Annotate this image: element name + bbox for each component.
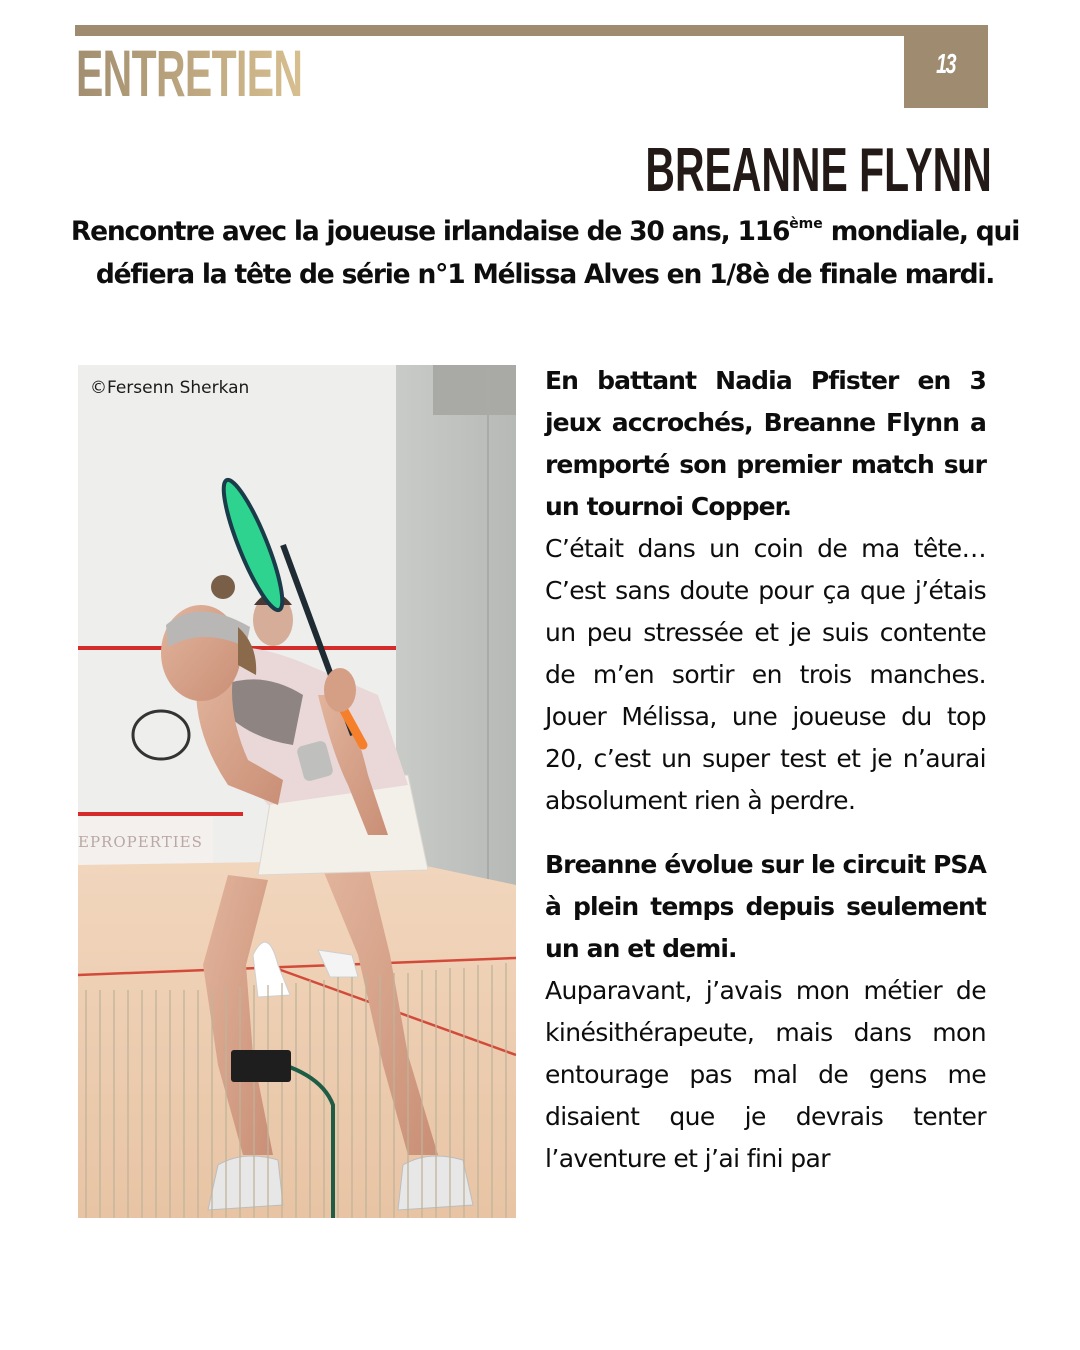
section-title: ENTRETIEN (76, 36, 303, 110)
answer-2: Auparavant, j’avais mon métier de kinésithérapeute, mais dans mon entourage pas mal de gens me disaient que je devrais tenter l’aventure et j’ai fini par (545, 976, 986, 1173)
door-hinge (231, 1050, 291, 1082)
sponsor-text: EPROPERTIES (78, 833, 203, 851)
intro-superscript: ème (789, 216, 823, 232)
intro-part1: Rencontre avec la joueuse irlandaise de 30 ans, 116 (70, 216, 790, 247)
page-number-box (904, 25, 988, 108)
intro-part2: mondiale, qui défiera la tête de série n°1 Mélissa Alves en 1/8è de finale mardi. (95, 216, 1020, 290)
block-spacer (545, 822, 986, 844)
question-2: Breanne évolue sur le circuit PSA à plein temps depuis seulement un an et demi. (545, 850, 986, 963)
tin-line (78, 812, 243, 816)
answer-1: C’était dans un coin de ma tête… C’est sans doute pour ça que j’étais un peu stressée et je suis contente de m’en sortir en trois manches. Jouer Mélissa, une joueuse du top 20, c’est un super test et je n’aurai absolument rien à perdre. (545, 534, 986, 815)
squash-court-illustration (78, 365, 516, 1218)
photo-credit: ©Fersenn Sherkan (90, 378, 250, 398)
article-column (545, 360, 986, 1180)
header-bar (75, 25, 988, 36)
question-1: En battant Nadia Pfister en 3 jeux accrochés, Breanne Flynn a remporté son premier match sur un tournoi Copper. (545, 366, 986, 521)
page-number: 13 (936, 47, 956, 79)
intro-lede (60, 210, 1030, 296)
player-photo (78, 365, 516, 1218)
interviewee-name: BREANNE FLYNN (645, 136, 992, 205)
